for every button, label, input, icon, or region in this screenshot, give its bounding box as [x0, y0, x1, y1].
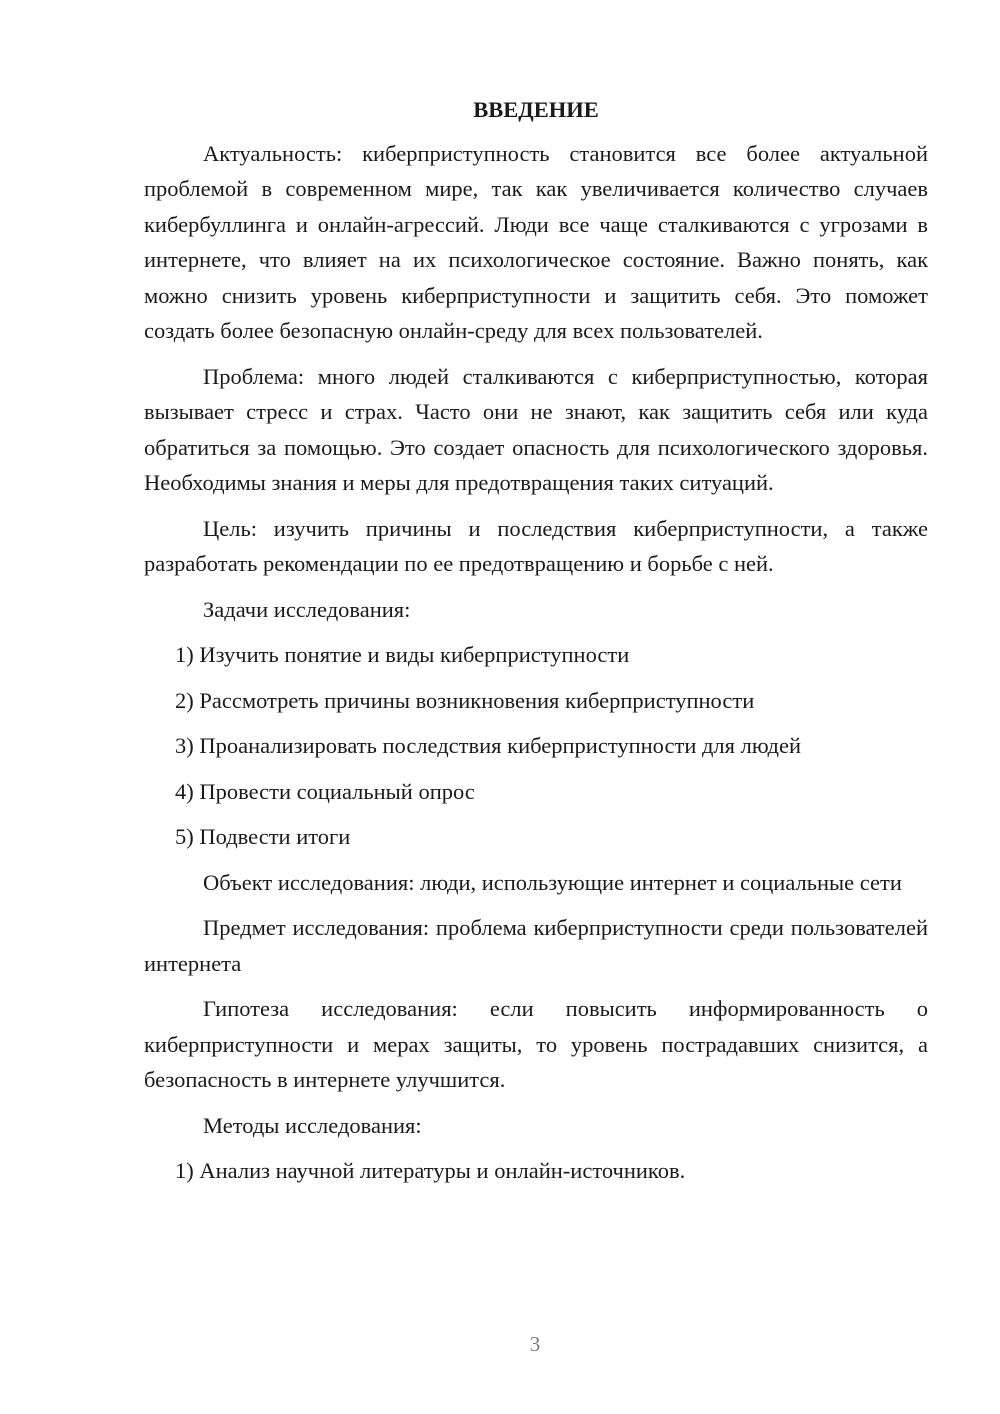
tasks-list: [144, 637, 928, 855]
list-item: 1) Анализ научной литературы и онлайн-источников.: [175, 1158, 686, 1183]
list-item: 5) Подвести итоги: [175, 824, 351, 849]
list-item: 4) Провести социальный опрос: [175, 778, 475, 804]
list-item: 2) Рассмотреть причины возникновения киберприступности: [175, 687, 755, 713]
paragraph-problem: Проблема: много людей сталкиваются с киберприступностью, которая вызывает стресс и страх. Часто они не знают, как защитить себя или куда обратиться за помощью. Это создает опасность для психологического здоровья. Необходимы знания и меры для предотвращения таких ситуаций.: [144, 363, 928, 495]
page-number: 3: [529, 1332, 541, 1356]
paragraph-relevance: Актуальность: киберприступность становится все более актуальной проблемой в современном мире, так как увеличивается количество случаев кибербуллинга и онлайн-агрессий. Люди все чаще сталкиваются с угрозами в интернете, что влияет на их психологическое состояние. Важно понять, как можно снизить уровень киберприступности и защитить себя. Это поможет создать более безопасную онлайн-среду для всех пользователей.: [144, 140, 928, 343]
paragraph-object: Объект исследования: люди, использующие интернет и социальные сети: [203, 869, 902, 895]
paragraph-goal: Цель: изучить причины и последствия киберприступности, а также разработать рекомендации по ее предотвращению и борьбе с ней.: [144, 515, 928, 576]
section-title: ВВЕДЕНИЕ: [473, 97, 599, 122]
document-page: [144, 92, 928, 1199]
paragraph-subject: Предмет исследования: проблема киберприступности среди пользователей интернета: [144, 915, 928, 976]
paragraph-hypothesis: Гипотеза исследования: если повысить информированность о киберприступности и мерах защиты, то уровень пострадавших снизится, а безопасность в интернете улучшится.: [144, 996, 928, 1092]
paragraph-tasks-heading: Задачи исследования:: [203, 596, 411, 622]
list-item: 1) Изучить понятие и виды киберприступности: [175, 642, 630, 667]
paragraph-methods-heading: Методы исследования:: [203, 1112, 422, 1138]
list-item: 3) Проанализировать последствия киберприступности для людей: [175, 733, 802, 758]
methods-list: [144, 1153, 928, 1189]
